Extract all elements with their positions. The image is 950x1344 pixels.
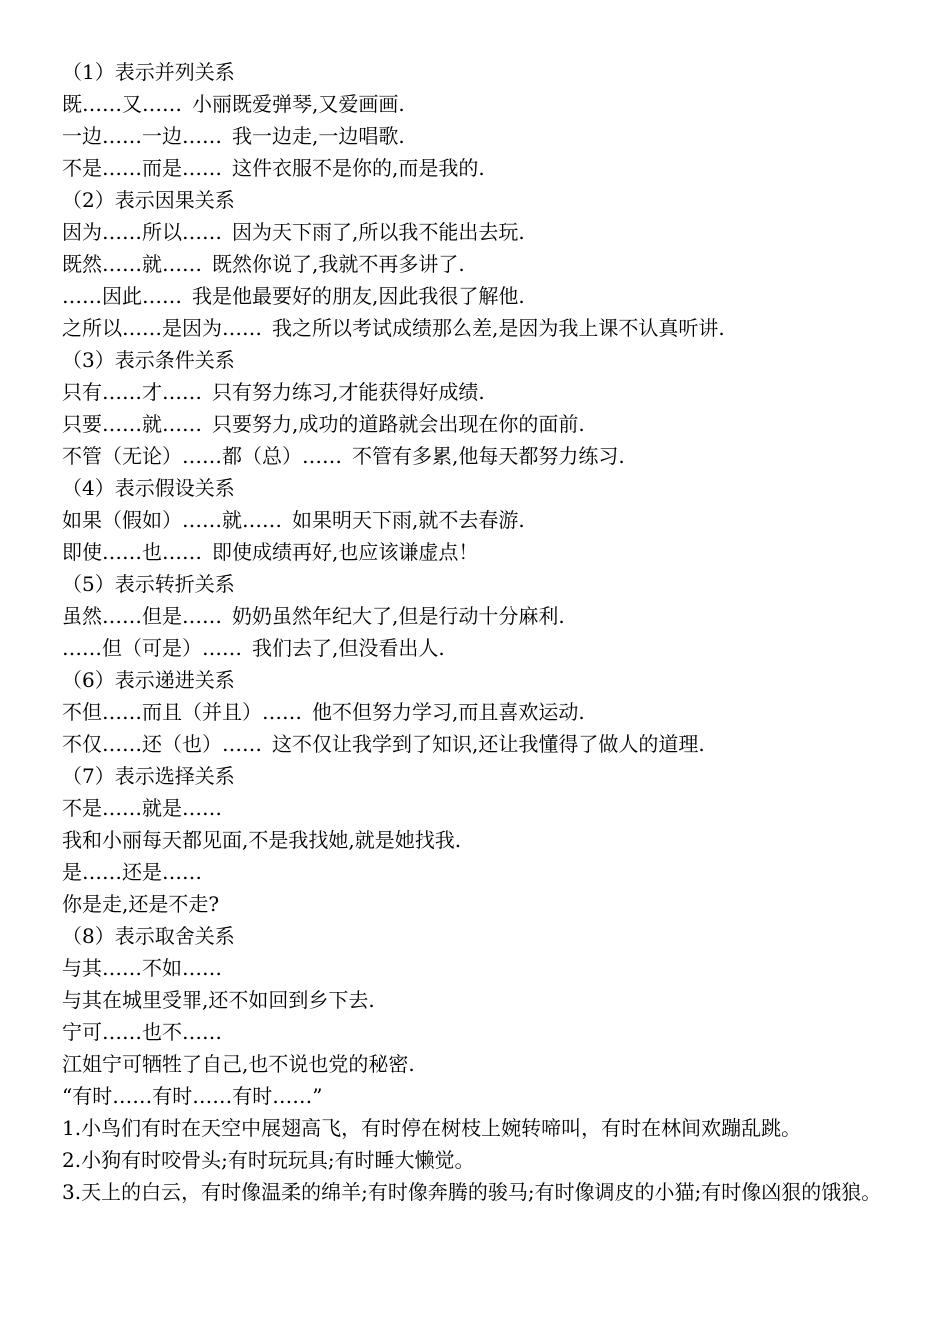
example-row — [62, 536, 902, 568]
pattern-text: 不但……而且（并且）…… — [62, 700, 302, 724]
section-heading: （2）表示因果关系 — [62, 188, 235, 212]
pattern-text: 因为……所以…… — [62, 220, 222, 244]
pattern-text: 既……又…… — [62, 92, 182, 116]
example-row — [62, 632, 902, 664]
example-row — [62, 440, 902, 472]
example-text: 只有努力练习,才能获得好成绩. — [212, 380, 485, 404]
numbered-sentence: 2.小狗有时咬骨头;有时玩玩具;有时睡大懒觉。 — [62, 1148, 475, 1172]
document-page — [62, 56, 902, 1208]
example-row — [62, 216, 902, 248]
section-heading: （8）表示取舍关系 — [62, 924, 235, 948]
example-row — [62, 280, 902, 312]
section-heading: （6）表示递进关系 — [62, 668, 235, 692]
example-text: 我们去了,但没看出人. — [252, 636, 445, 660]
pattern-text: ……但（可是）…… — [62, 636, 242, 660]
numbered-sentence: 1.小鸟们有时在天空中展翅高飞，有时停在树枝上婉转啼叫，有时在林间欢蹦乱跳。 — [62, 1116, 802, 1140]
example-line: 你是走,还是不走? — [62, 892, 220, 916]
example-text: 我之所以考试成绩那么差,是因为我上课不认真听讲. — [272, 316, 725, 340]
pattern-text: 即使……也…… — [62, 540, 202, 564]
pattern-text: 之所以……是因为…… — [62, 316, 262, 340]
section-heading: （7）表示选择关系 — [62, 764, 235, 788]
example-text: 只要努力,成功的道路就会出现在你的面前. — [212, 412, 585, 436]
example-text: 因为天下雨了,所以我不能出去玩. — [232, 220, 525, 244]
example-row — [62, 312, 902, 344]
example-text: 即使成绩再好,也应该谦虚点！ — [212, 540, 479, 564]
example-row — [62, 152, 902, 184]
numbered-sentence: 3.天上的白云，有时像温柔的绵羊;有时像奔腾的骏马;有时像调皮的小猫;有时像凶狠的饿狼。 — [62, 1180, 882, 1204]
example-text: 小丽既爱弹琴,又爱画画. — [192, 92, 405, 116]
example-text: 既然你说了,我就不再多讲了. — [212, 252, 465, 276]
example-row — [62, 696, 902, 728]
example-text: 奶奶虽然年纪大了,但是行动十分麻利. — [232, 604, 565, 628]
example-row — [62, 120, 902, 152]
pattern-text: 只有……才…… — [62, 380, 202, 404]
example-text: 这不仅让我学到了知识,还让我懂得了做人的道理. — [272, 732, 705, 756]
example-text: 我是他最要好的朋友,因此我很了解他. — [192, 284, 525, 308]
pattern-text: 不仅……还（也）…… — [62, 732, 262, 756]
example-row — [62, 408, 902, 440]
example-row — [62, 600, 902, 632]
pattern-text: 只要……就…… — [62, 412, 202, 436]
example-row — [62, 248, 902, 280]
pattern-text: 既然……就…… — [62, 252, 202, 276]
pattern-line: 不是……就是…… — [62, 796, 222, 820]
pattern-text: 如果（假如）……就…… — [62, 508, 282, 532]
example-text: 如果明天下雨,就不去春游. — [292, 508, 525, 532]
pattern-text: 不是……而是…… — [62, 156, 222, 180]
example-line: 我和小丽每天都见面,不是我找她,就是她找我. — [62, 828, 462, 852]
pattern-line: 宁可……也不…… — [62, 1020, 222, 1044]
example-line: 与其在城里受罪,还不如回到乡下去. — [62, 988, 375, 1012]
section-heading: （1）表示并列关系 — [62, 60, 235, 84]
example-row — [62, 504, 902, 536]
section-heading: （3）表示条件关系 — [62, 348, 235, 372]
example-text: 这件衣服不是你的,而是我的. — [232, 156, 485, 180]
example-row — [62, 728, 902, 760]
pattern-line: 与其……不如…… — [62, 956, 222, 980]
section-heading: （4）表示假设关系 — [62, 476, 235, 500]
example-text: 不管有多累,他每天都努力练习. — [352, 444, 625, 468]
pattern-text: 一边……一边…… — [62, 124, 222, 148]
example-line: 江姐宁可牺牲了自己,也不说也党的秘密. — [62, 1052, 415, 1076]
pattern-text: 虽然……但是…… — [62, 604, 222, 628]
example-text: 我一边走,一边唱歌. — [232, 124, 405, 148]
section-heading: （5）表示转折关系 — [62, 572, 235, 596]
example-row — [62, 88, 902, 120]
youshi-heading: “有时……有时……有时……” — [62, 1084, 323, 1108]
pattern-line: 是……还是…… — [62, 860, 202, 884]
pattern-text: ……因此…… — [62, 284, 182, 308]
example-text: 他不但努力学习,而且喜欢运动. — [312, 700, 585, 724]
pattern-text: 不管（无论）……都（总）…… — [62, 444, 342, 468]
example-row — [62, 376, 902, 408]
